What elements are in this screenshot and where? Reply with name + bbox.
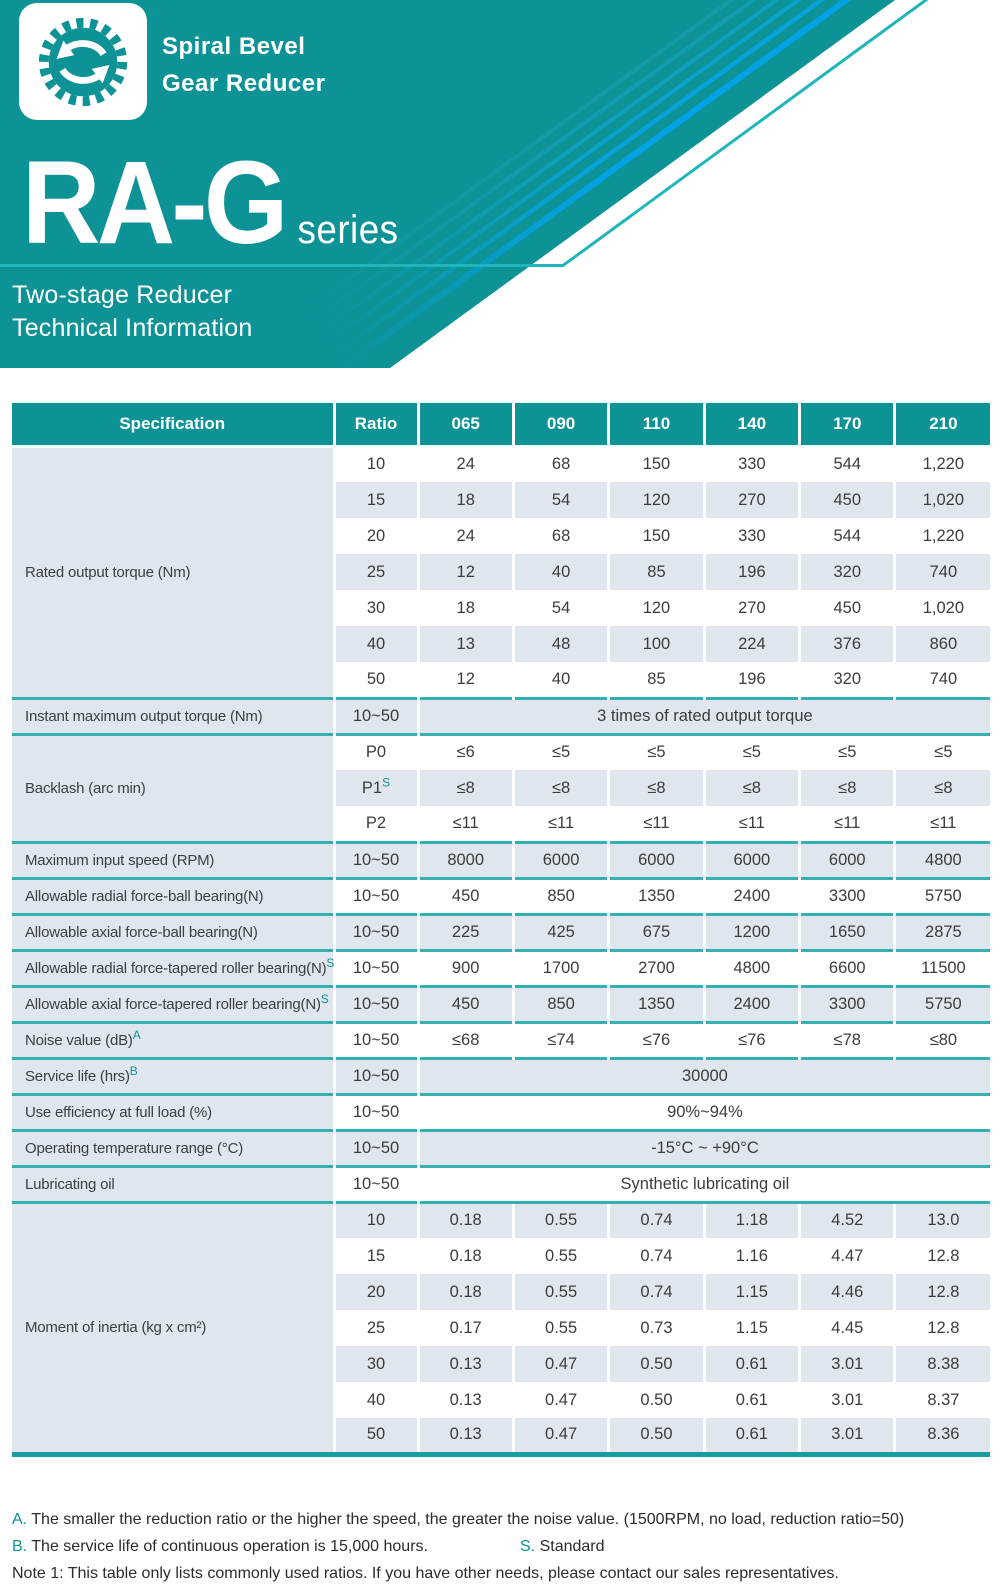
table-row (12, 1022, 990, 1058)
span-value-cell: -15°C ~ +90°C (418, 1130, 990, 1166)
table-row (12, 1202, 990, 1238)
value-cell: 4.52 (800, 1202, 895, 1238)
ratio-cell: 30 (334, 1346, 418, 1382)
ratio-cell: 15 (334, 1238, 418, 1274)
ratio-cell: 10~50 (334, 986, 418, 1022)
value-cell: 1.16 (704, 1238, 799, 1274)
column-header-ratio: Ratio (334, 403, 418, 446)
brand-name-line1: Spiral Bevel (162, 33, 306, 60)
value-cell: 8.36 (895, 1418, 990, 1454)
value-cell: 320 (800, 662, 895, 698)
spec-label-cell: Use efficiency at full load (%) (12, 1094, 334, 1130)
value-cell: 12.8 (895, 1310, 990, 1346)
value-cell: 0.55 (513, 1238, 608, 1274)
value-cell: 40 (513, 662, 608, 698)
value-cell: 68 (513, 518, 608, 554)
value-cell: 196 (704, 554, 799, 590)
span-value-cell: 90%~94% (418, 1094, 990, 1130)
ratio-cell: 50 (334, 1418, 418, 1454)
value-cell: 0.13 (418, 1346, 513, 1382)
value-cell: 675 (609, 914, 704, 950)
spec-label-cell: Allowable axial force-ball bearing(N) (12, 914, 334, 950)
value-cell: ≤11 (513, 806, 608, 842)
value-cell: ≤11 (895, 806, 990, 842)
footnote-note1 (12, 1560, 990, 1587)
table-row (12, 878, 990, 914)
value-cell: 2700 (609, 950, 704, 986)
value-cell: 6000 (513, 842, 608, 878)
ratio-cell: 10~50 (334, 950, 418, 986)
value-cell: 12.8 (895, 1238, 990, 1274)
value-cell: 0.47 (513, 1418, 608, 1454)
value-cell: 330 (704, 518, 799, 554)
value-cell: ≤74 (513, 1022, 608, 1058)
value-cell: 450 (800, 590, 895, 626)
value-cell: 4800 (704, 950, 799, 986)
value-cell: 13 (418, 626, 513, 662)
value-cell: 1,220 (895, 518, 990, 554)
table-row (12, 1058, 990, 1094)
value-cell: 376 (800, 626, 895, 662)
table-row (12, 734, 990, 770)
value-cell: 0.18 (418, 1202, 513, 1238)
value-cell: 5750 (895, 878, 990, 914)
value-cell: ≤8 (895, 770, 990, 806)
ratio-cell: 10~50 (334, 1022, 418, 1058)
value-cell: ≤11 (418, 806, 513, 842)
value-cell: 54 (513, 590, 608, 626)
value-cell: 3.01 (800, 1346, 895, 1382)
ratio-cell: P0 (334, 734, 418, 770)
value-cell: 0.13 (418, 1382, 513, 1418)
value-cell: 544 (800, 446, 895, 482)
spec-label-cell: Rated output torque (Nm) (12, 446, 334, 698)
value-cell: 4800 (895, 842, 990, 878)
value-cell: 0.18 (418, 1274, 513, 1310)
table-row (12, 950, 990, 986)
value-cell: 40 (513, 554, 608, 590)
value-cell: ≤76 (704, 1022, 799, 1058)
spec-label-cell: Lubricating oil (12, 1166, 334, 1202)
table-row (12, 1094, 990, 1130)
value-cell: 12 (418, 662, 513, 698)
value-cell: 3300 (800, 878, 895, 914)
value-cell: 225 (418, 914, 513, 950)
value-cell: ≤11 (704, 806, 799, 842)
ratio-cell: 10~50 (334, 1094, 418, 1130)
value-cell: 0.50 (609, 1418, 704, 1454)
value-cell: 8.38 (895, 1346, 990, 1382)
value-cell: 450 (418, 986, 513, 1022)
value-cell: 1350 (609, 878, 704, 914)
value-cell: 1,020 (895, 482, 990, 518)
value-cell: 0.47 (513, 1346, 608, 1382)
value-cell: 85 (609, 662, 704, 698)
value-cell: 1700 (513, 950, 608, 986)
table-row (12, 1130, 990, 1166)
value-cell: ≤5 (513, 734, 608, 770)
value-cell: 196 (704, 662, 799, 698)
ratio-cell: 10~50 (334, 878, 418, 914)
column-header-090: 090 (513, 403, 608, 446)
value-cell: ≤80 (895, 1022, 990, 1058)
value-cell: 0.55 (513, 1310, 608, 1346)
spec-label-cell: Noise value (dB)$^A$ (12, 1022, 334, 1058)
brand-name-line2: Gear Reducer (162, 70, 326, 97)
value-cell: 1,020 (895, 590, 990, 626)
value-cell: ≤68 (418, 1022, 513, 1058)
value-cell: 1.15 (704, 1274, 799, 1310)
value-cell: 2875 (895, 914, 990, 950)
table-row (12, 1166, 990, 1202)
value-cell: 0.50 (609, 1382, 704, 1418)
value-cell: ≤8 (513, 770, 608, 806)
value-cell: 100 (609, 626, 704, 662)
spec-table-head (12, 403, 990, 446)
value-cell: 450 (418, 878, 513, 914)
spec-label-cell: Allowable axial force-tapered roller $bearing(N)^S$ (12, 986, 334, 1022)
footnote-a (12, 1506, 990, 1533)
value-cell: 0.18 (418, 1238, 513, 1274)
spec-label-cell: Service life (hrs)$^B$ (12, 1058, 334, 1094)
value-cell: 6000 (609, 842, 704, 878)
span-value-cell: Synthetic lubricating oil (418, 1166, 990, 1202)
span-value-cell: 30000 (418, 1058, 990, 1094)
superscript-mark: S (320, 991, 329, 1006)
value-cell: 4.45 (800, 1310, 895, 1346)
value-cell: ≤8 (609, 770, 704, 806)
superscript-mark: A (132, 1027, 141, 1042)
ratio-cell: 10 (334, 446, 418, 482)
ratio-cell: $P1^S$ (334, 770, 418, 806)
value-cell: ≤5 (609, 734, 704, 770)
value-cell: 5750 (895, 986, 990, 1022)
ratio-cell: 30 (334, 590, 418, 626)
value-cell: 18 (418, 482, 513, 518)
footnote-a-prefix: A. (12, 1511, 28, 1528)
value-cell: 1.15 (704, 1310, 799, 1346)
value-cell: 0.50 (609, 1346, 704, 1382)
ratio-cell: 25 (334, 554, 418, 590)
table-row (12, 446, 990, 482)
value-cell: ≤11 (800, 806, 895, 842)
value-cell: ≤5 (800, 734, 895, 770)
value-cell: 330 (704, 446, 799, 482)
ratio-cell: 10~50 (334, 914, 418, 950)
table-row (12, 986, 990, 1022)
value-cell: ≤5 (704, 734, 799, 770)
value-cell: 120 (609, 590, 704, 626)
table-row (12, 914, 990, 950)
value-cell: 6000 (800, 842, 895, 878)
series-suffix: series (297, 208, 399, 252)
value-cell: 0.73 (609, 1310, 704, 1346)
value-cell: 740 (895, 554, 990, 590)
ratio-cell: 20 (334, 1274, 418, 1310)
footnotes (12, 1506, 990, 1587)
value-cell: 740 (895, 662, 990, 698)
footnote-s (520, 1533, 605, 1560)
ratio-cell: 20 (334, 518, 418, 554)
value-cell: 24 (418, 518, 513, 554)
value-cell: 0.74 (609, 1274, 704, 1310)
ratio-cell: 40 (334, 1382, 418, 1418)
value-cell: 1200 (704, 914, 799, 950)
table-row (12, 698, 990, 734)
footnote-s-text: Standard (539, 1538, 605, 1555)
gear-sync-icon (34, 13, 132, 111)
ratio-cell: 50 (334, 662, 418, 698)
value-cell: 0.55 (513, 1202, 608, 1238)
superscript-mark: B (129, 1063, 138, 1078)
value-cell: 2400 (704, 878, 799, 914)
column-header-140: 140 (704, 403, 799, 446)
footnote-note1-text: Note 1: This table only lists commonly used ratios. If you have other needs, please contact our sales representatives. (12, 1565, 839, 1582)
value-cell: 68 (513, 446, 608, 482)
value-cell: ≤76 (609, 1022, 704, 1058)
footnote-b (12, 1533, 990, 1560)
ratio-cell: 10~50 (334, 1166, 418, 1202)
value-cell: 1.18 (704, 1202, 799, 1238)
column-header-110: 110 (609, 403, 704, 446)
column-header-170: 170 (800, 403, 895, 446)
subtitle-line2: Technical Information (12, 314, 253, 342)
value-cell: 18 (418, 590, 513, 626)
value-cell: 0.13 (418, 1418, 513, 1454)
ratio-cell: 25 (334, 1310, 418, 1346)
ratio-cell: 10~50 (334, 1058, 418, 1094)
value-cell: ≤8 (800, 770, 895, 806)
value-cell: ≤8 (704, 770, 799, 806)
footnote-a-text: The smaller the reduction ratio or the higher the speed, the greater the noise value. (1500RPM, no load, reduction ratio=50) (31, 1511, 905, 1528)
superscript-mark: S (382, 775, 391, 789)
spec-table (12, 403, 990, 1457)
ratio-cell: P2 (334, 806, 418, 842)
spec-table-body (12, 446, 990, 1454)
value-cell: 1,220 (895, 446, 990, 482)
value-cell: 6000 (704, 842, 799, 878)
value-cell: 0.61 (704, 1418, 799, 1454)
value-cell: 0.55 (513, 1274, 608, 1310)
value-cell: 3300 (800, 986, 895, 1022)
value-cell: 2400 (704, 986, 799, 1022)
value-cell: 24 (418, 446, 513, 482)
footnote-b-text: The service life of continuous operation is 15,000 hours. (31, 1538, 428, 1555)
value-cell: 0.74 (609, 1202, 704, 1238)
span-value-cell: 3 times of rated output torque (418, 698, 990, 734)
spec-label-cell: Allowable radial force-ball bearing(N) (12, 878, 334, 914)
value-cell: 224 (704, 626, 799, 662)
page-header (0, 0, 1000, 385)
value-cell: 270 (704, 590, 799, 626)
column-header-065: 065 (418, 403, 513, 446)
subtitle-line1: Two-stage Reducer (12, 281, 233, 309)
value-cell: 54 (513, 482, 608, 518)
spec-label-cell: Operating temperature range (°C) (12, 1130, 334, 1166)
ratio-cell: 10~50 (334, 698, 418, 734)
value-cell: 120 (609, 482, 704, 518)
value-cell: 6600 (800, 950, 895, 986)
value-cell: 450 (800, 482, 895, 518)
footnote-s-prefix: S. (520, 1538, 536, 1555)
series-name: RA-G (22, 137, 285, 269)
value-cell: 0.47 (513, 1382, 608, 1418)
value-cell: 12.8 (895, 1274, 990, 1310)
header-row (12, 403, 990, 446)
value-cell: 0.61 (704, 1346, 799, 1382)
value-cell: ≤5 (895, 734, 990, 770)
value-cell: 900 (418, 950, 513, 986)
value-cell: 0.61 (704, 1382, 799, 1418)
value-cell: 3.01 (800, 1382, 895, 1418)
value-cell: 0.74 (609, 1238, 704, 1274)
brand-logo (19, 3, 147, 120)
value-cell: 150 (609, 518, 704, 554)
column-header-specification: Specification (12, 403, 334, 446)
value-cell: 8000 (418, 842, 513, 878)
value-cell: 150 (609, 446, 704, 482)
ratio-cell: 10~50 (334, 1130, 418, 1166)
series-title (22, 137, 399, 269)
column-header-210: 210 (895, 403, 990, 446)
table-row (12, 842, 990, 878)
value-cell: 13.0 (895, 1202, 990, 1238)
value-cell: 1650 (800, 914, 895, 950)
value-cell: 1350 (609, 986, 704, 1022)
value-cell: ≤6 (418, 734, 513, 770)
page-subtitle (12, 279, 252, 345)
value-cell: 3.01 (800, 1418, 895, 1454)
ratio-cell: 10~50 (334, 842, 418, 878)
spec-label-cell: Moment of inertia (kg x cm²) (12, 1202, 334, 1454)
spec-label-cell: Maximum input speed (RPM) (12, 842, 334, 878)
value-cell: 12 (418, 554, 513, 590)
ratio-cell: 15 (334, 482, 418, 518)
spec-label-cell: Allowable radial force-tapered roller $bearing(N)^S$ (12, 950, 334, 986)
value-cell: 85 (609, 554, 704, 590)
brand-name (162, 28, 325, 102)
spec-label-cell: Instant maximum output torque (Nm) (12, 698, 334, 734)
value-cell: 11500 (895, 950, 990, 986)
value-cell: 8.37 (895, 1382, 990, 1418)
value-cell: 860 (895, 626, 990, 662)
ratio-cell: 40 (334, 626, 418, 662)
value-cell: ≤78 (800, 1022, 895, 1058)
spec-label-cell: Backlash (arc min) (12, 734, 334, 842)
value-cell: 270 (704, 482, 799, 518)
value-cell: 850 (513, 986, 608, 1022)
value-cell: 4.47 (800, 1238, 895, 1274)
value-cell: ≤11 (609, 806, 704, 842)
value-cell: 4.46 (800, 1274, 895, 1310)
value-cell: 48 (513, 626, 608, 662)
value-cell: 850 (513, 878, 608, 914)
value-cell: 544 (800, 518, 895, 554)
value-cell: 320 (800, 554, 895, 590)
value-cell: 0.17 (418, 1310, 513, 1346)
value-cell: 425 (513, 914, 608, 950)
value-cell: ≤8 (418, 770, 513, 806)
ratio-cell: 10 (334, 1202, 418, 1238)
footnote-b-prefix: B. (12, 1538, 28, 1555)
superscript-mark: S (326, 955, 335, 970)
